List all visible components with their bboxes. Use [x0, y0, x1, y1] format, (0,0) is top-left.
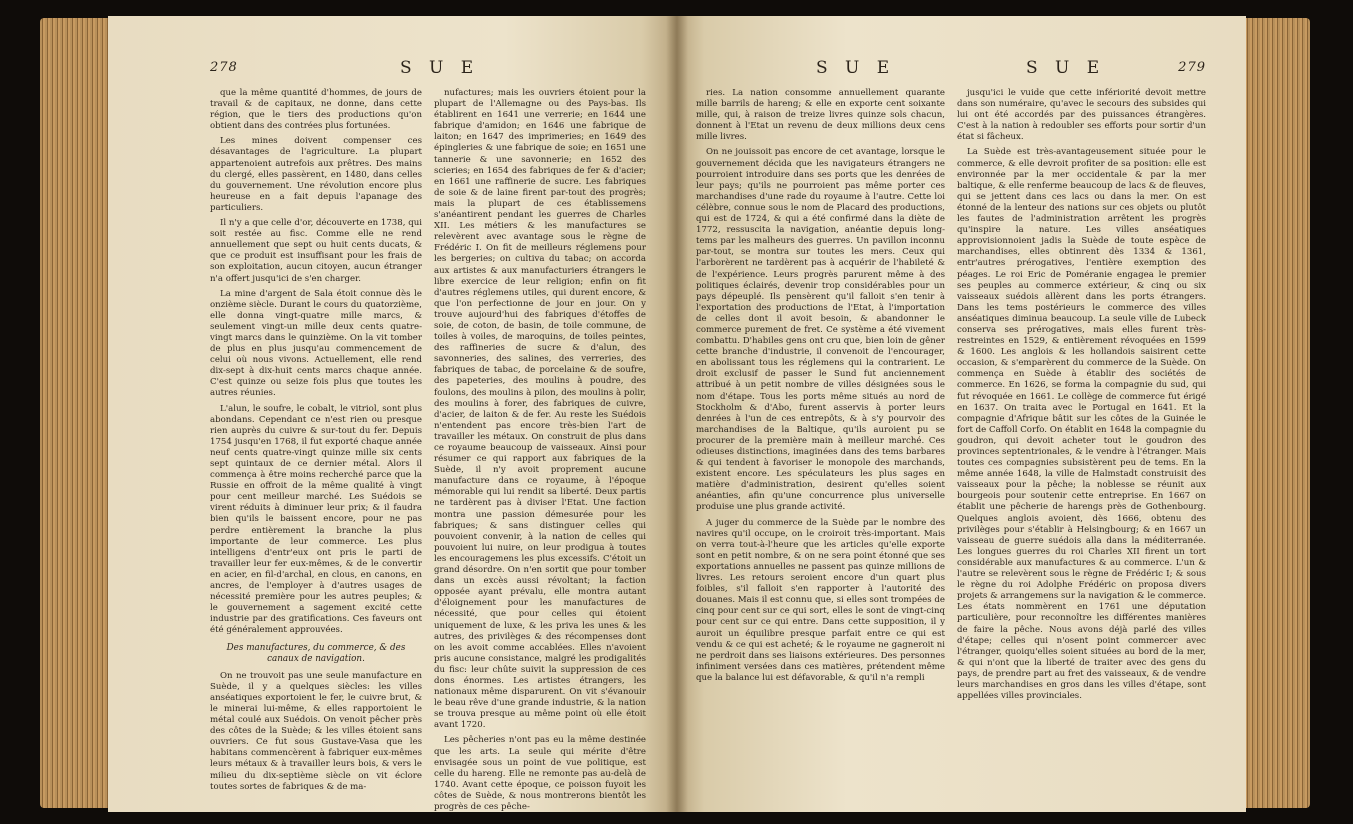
paragraph: jusqu'ici le vuide que cette infériorité devoit mettre dans son numéraire, qu'avec le secours des subsides qui lui ont été accordés par des puissances étrangères. C'est à la nation à redoubler ses efforts pour sortir d'un état si fâcheux.: [957, 88, 1206, 143]
paragraph: que la même quantité d'hommes, de jours de travail & de capitaux, ne donne, dans cette région, que le tiers des productions qu'on obtient dans des contrées plus fortunées.: [210, 88, 422, 132]
right-page-edges: [1240, 18, 1310, 808]
right-column-1: [696, 88, 945, 706]
left-running-head: [210, 58, 646, 88]
section-title: Des manufactures, du commerce, & des canaux de navigation.: [226, 642, 406, 664]
paragraph: La Suède est très-avantageusement située pour le commerce, & elle devroit profiter de sa position: elle est environnée par la mer occidentale & par la mer baltique, & elle renferme beaucoup de lacs & de fleuves, qui se jettent dans ces lacs ou dans la mer. On est étonné de la lenteur des nations sur ces objets ou plutôt les fautes de l'administration arrêtent les progrès qu'inspire la nature. Les villes anséatiques approvisionnoient jadis la Suède de toute espèce de marchandises, elles obtinrent dès 1334 & 1361, entr'autres prérogatives, l'entière exemption des péages. Le roi Eric de Poméranie engagea le premier ses peuples au commerce extérieur, & cinq ou six vaisseaux suédois allèrent dans les ports étrangers. Dans les tems postérieurs le commerce des villes anséatiques diminua beaucoup. La seule ville de Lubeck conserva ses prérogatives, mais elles furent très-restreintes en 1529, & entièrement révoquées en 1599 & 1600. Les anglois & les hollandois saisirent cette occasion, & s'emparèrent du commerce de la Suède. On commença en Suède à établir des sociétés de commerce. En 1626, se forma la compagnie du sud, qui fut révoquée en 1661. Le collège de commerce fut érigé en 1637. On traita avec le Portugal en 1641. Et la compagnie d'Afrique bâtit sur les côtes de la Guinée le fort de Caffoll Corfo. On établit en 1648 la compagnie du goudron, qui devoit acheter tout le goudron des provinces septentrionales, & le vendre à l'étranger. Mais toutes ces compagnies subsistèrent peu de tems. En la même année 1648, la ville de Halmstadt construisit des vaisseaux pour la pêche; la noblesse se réunit aux bourgeois pour soutenir cette entreprise. En 1667 on établit une pêcherie de harengs près de Gothenbourg. Quelques anglois avoient, dès 1666, obtenu des privilèges pour s'établir à Helsingbourg; & en 1667 un vaisseau de guerre suédois alla dans la méditerranée. Les longues guerres du roi Charles XII firent un tort considérable aux manufactures & au commerce. L'un & l'autre se relevèrent sous le règne de Frédéric I; & sous le règne du roi Adolphe Frédéric on proposa divers projets & arrangemens sur la navigation & le commerce. Les états nommèrent en 1761 une députation particulière, pour reconnoître les différentes manières de faire la pêche. Nous avons déjà parlé des villes d'étape; celles qui n'osent point commercer avec l'étranger, quoiqu'elles soient situées au bord de la mer, & qui n'ont que la liberté de traiter avec des gens du pays, de prendre part au fret des vaisseaux, & de vendre leurs marchandises en gros dans les villes d'étape, sont appellées villes provinciales.: [957, 147, 1206, 702]
paragraph: L'alun, le soufre, le cobalt, le vitriol, sont plus abondans. Cependant ce n'est rien ou presque rien auprès du cuivre & sur-tout du fer. Depuis 1754 jusqu'en 1768, il fut exporté chaque année neuf cents quatre-vingt quinze mille six cents sept quintaux de ce dernier métal. Alors il commença à être moins recherché parce que la Russie en offroit de la même qualité à vingt pour cent meilleur marché. Les Suédois se virent réduits à diminuer leur prix; & il faudra bien qu'ils le baissent encore, pour ne pas perdre entièrement la branche la plus importante de leur commerce. Les plus intelligens d'entr'eux ont pris le parti de travailler leur fer eux-mêmes, & de le convertir en acier, en fil-d'archal, en clous, en canons, en ancres, de l'employer à d'autres usages de nécessité première pour les autres peuples; & le gouvernement a sagement excité cette industrie par des gratifications. Ces faveurs ont été généralement approuvées.: [210, 403, 422, 636]
paragraph: nufactures; mais les ouvriers étoient pour la plupart de l'Allemagne ou des Pays-bas. Ils établirent en 1641 une verrerie; en 1644 une fabrique d'amidon; en 1646 une fabrique de laiton; en 1647 des imprimeries; en 1649 des épingleries & une fabrique de soie; en 1651 une tannerie & une savonnerie; en 1652 des scieries; en 1654 des fabriques de fer & d'acier; en 1661 une raffinerie de sucre. Les fabriques de soie & de laine firent par-tout des progrès; mais la plupart de ces établissemens s'anéantirent pendant les guerres de Charles XII. Les métiers & les manufactures se relevèrent avec avantage sous le règne de Frédéric I. On fit de meilleurs réglemens pour les bergeries; on cultiva du tabac; on accorda aux artistes & aux manufacturiers étrangers le libre exercice de leur religion; enfin on fit d'autres réglemens utiles, qui durent encore, & que l'on perfectionne de jour en jour. On y trouve aujourd'hui des fabriques d'étoffes de soie, de coton, de basin, de toile commune, de toiles à voiles, de maroquins, de toiles peintes, des raffineries de sucre & d'alun, des savonneries, des salines, des verreries, des fabriques de tabac, de porcelaine & de soufre, des papeteries, des moulins à poudre, des foulons, des moulins à pilon, des moulins à polir, des moulins à forer, des fabriques de cuivre, d'acier, de laiton & de fer. Au reste les Suédois n'entendent pas encore très-bien l'art de travailler les métaux. On construit de plus dans ce royaume beaucoup de vaisseaux. Ainsi pour résumer ce qui rapport aux fabriques de la Suède, il n'y avoit proprement aucune manufacture dans ce royaume, à l'époque mémorable qui lui rendit sa liberté. Deux partis ne tardèrent pas à diviser l'Etat. Une faction montra une passion démesurée pour les fabriques; & sans distinguer celles qui pouvoient convenir, à la nation de celles qui pouvoient lui nuire, on leur prodigua à toutes les encouragemens les plus excessifs. C'étoit un grand désordre. On n'en sortit que pour tomber dans un excès aussi révoltant; la faction opposée ayant prévalu, elle montra autant d'éloignement pour les manufactures de nécessité, que pour celles qui étoient uniquement de luxe, & les priva les unes & les autres, des privilèges & des récompenses dont on les avoit comme accablées. Elles n'avoient pris aucune consistance, malgré les prodigalités du fisc: leur chûte suivit la suppression de ces dons énormes. Les artistes étrangers, les nationaux même disparurent. On vit s'évanouir le beau rêve d'une grande industrie, & la nation se trouva presque au même point où elle étoit avant 1720.: [434, 88, 646, 731]
right-running-title-left: S U E: [816, 58, 896, 78]
paragraph: On ne trouvoit pas une seule manufacture en Suède, il y a quelques siècles: les villes anséatiques exportoient le fer, le cuivre brut, & le minerai lui-même, & elles rapportoient le métal coulé aux Suédois. On venoit pêcher près des côtes de la Suède; & les villes étoient sans ouvriers. Ce fut sous Gustave-Vasa que les habitans commencèrent à fabriquer eux-mêmes leurs métaux & à travailler leurs bois, & vers le milieu du dix-septième siècle on vit éclore toutes sortes de fabriques & de ma-: [210, 670, 422, 792]
right-columns: [696, 88, 1206, 706]
right-column-2: [957, 88, 1206, 706]
left-columns: [210, 88, 646, 812]
paragraph: On ne jouissoit pas encore de cet avantage, lorsque le gouvernement décida que les navigateurs étrangers ne pourroient introduire dans ses ports que les denrées de leur pays; qu'ils ne pourroient pas même porter ces marchandises d'une rade du royaume à l'autre. Cette loi célèbre, connue sous le nom de Placard des productions, qui est de 1724, & qui a été confirmé dans la diète de 1772, ressuscita la navigation, anéantie depuis long-tems par les malheurs des guerres. Un pavillon inconnu par-tout, se montra sur toutes les mers. Ceux qui l'arborèrent ne tardèrent pas à acquérir de l'habileté & de l'expérience. Leurs progrès parurent même à des politiques éclairés, devenir trop considérables pour un pays dépeuplé. Ils pensèrent qu'il falloit s'en tenir à l'exportation des productions de l'Etat, à l'importation de celles dont il avoit besoin, & abandonner le commerce purement de fret. Ce système a été vivement combattu. D'habiles gens ont cru que, bien loin de gêner cette branche d'industrie, il convenoit de l'encourager, en abolissant tous les réglemens qui la contrarient. Le droit exclusif de passer le Sund fut anciennement attribué à un petit nombre de villes désignées sous le nom d'étape. Tous les ports même situés au nord de Stockholm & d'Abo, furent asservis à porter leurs denrées à l'un de ces entrepôts, & à s'y pourvoir des marchandises de la Baltique, qu'ils auroient pu se procurer de la première main à meilleur marché. Ces odieuses distinctions, imaginées dans des tems barbares & qui tendent à favoriser le monopole des marchands, existent encore. Les spéculateurs les plus sages en matière d'administration, desirent qu'elles soient anéanties, afin qu'une concurrence plus universelle produise une plus grande activité.: [696, 147, 945, 513]
right-page-number: 279: [1178, 60, 1206, 75]
left-page: [108, 16, 676, 812]
left-page-edges: [40, 18, 110, 808]
right-running-title-right: S U E: [1026, 58, 1106, 78]
paragraph: Il n'y a que celle d'or, découverte en 1738, qui soit restée au fisc. Comme elle ne rend annuellement que sept ou huit cents ducats, & que ce produit est insuffisant pour les frais de son exploitation, aucun citoyen, aucun étranger n'a offert jusqu'ici de s'en charger.: [210, 218, 422, 284]
right-running-head: [696, 58, 1206, 88]
left-column-2: [434, 88, 646, 812]
book-gutter: [666, 16, 688, 812]
right-page: [676, 16, 1246, 812]
left-page-number: 278: [210, 60, 238, 75]
left-column-1: [210, 88, 422, 812]
left-running-title: S U E: [400, 58, 480, 78]
paragraph: La mine d'argent de Sala étoit connue dès le onzième siècle. Durant le cours du quatorzième, elle donna vingt-quatre mille marcs, & seulement vingt-un mille deux cents quatre-vingt marcs dans le quinzième. On la vit tomber de plus en plus jusqu'au commencement de celui où nous vivons. Actuellement, elle rend dix-sept à dix-huit cents marcs chaque année. C'est quinze ou seize fois plus que toutes les autres réunies.: [210, 288, 422, 399]
paragraph: Les mines doivent compenser ces désavantages de l'agriculture. La plupart appartenoient autrefois aux prêtres. Des mains du clergé, elles passèrent, en 1480, dans celles du gouvernement. Une révolution encore plus heureuse en a fait depuis l'apanage des particuliers.: [210, 136, 422, 213]
paragraph: Les pêcheries n'ont pas eu la même destinée que les arts. La seule qui mérite d'être envisagée sous un point de vue politique, est celle du hareng. Elle ne remonte pas au-delà de 1740. Avant cette époque, ce poisson fuyoit les côtes de Suède, & nous montrerons bientôt les progrès de ces pêche-: [434, 735, 646, 812]
paragraph: A juger du commerce de la Suède par le nombre des navires qu'il occupe, on le croiroit très-important. Mais on verra tout-à-l'heure que les articles qu'elle exporte sont en petit nombre, & on ne sera point étonné que ses exportations annuelles ne passent pas quinze millions de livres. Les retours seroient encore d'un quart plus foibles, s'il falloit s'en rapporter à l'autorité des douanes. Mais il est connu que, si elles sont trompées de cinq pour cent sur ce qui sort, elles le sont de vingt-cinq pour cent sur ce qui entre. Dans cette supposition, il y auroit un équilibre presque parfait entre ce qui est vendu & ce qui est acheté; & le royaume ne gagneroit ni ne perdroit dans ses liaisons extérieures. Des personnes infiniment versées dans ces matières, prétendent même que la balance lui est défavorable, & qu'il n'a rempli: [696, 517, 945, 683]
paragraph: ries. La nation consomme annuellement quarante mille barrils de hareng; & elle en exporte cent soixante mille, qui, à raison de treize livres quinze sols chacun, donnent à l'Etat un revenu de deux millions deux cens mille livres.: [696, 88, 945, 143]
